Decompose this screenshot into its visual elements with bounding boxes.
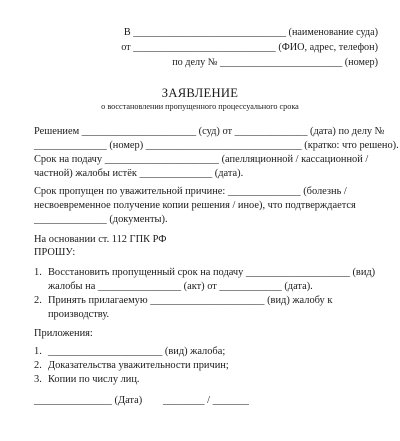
attachments-heading: Приложения: xyxy=(34,328,93,339)
term-line-2: частной) жалобы истёк ______________ (дата). xyxy=(34,168,244,179)
attachment-number: 3. xyxy=(34,374,42,385)
decision-line-1: Решением ______________________ (суд) от ______________ (дата) по делу № xyxy=(34,126,385,137)
basis-line: На основании ст. 112 ГПК РФ xyxy=(34,234,167,245)
request-item xyxy=(34,266,375,279)
attachment-number: 1. xyxy=(34,346,42,357)
request-continuation: производству. xyxy=(48,309,110,320)
attachment-item xyxy=(34,345,225,358)
request-text: Принять прилагаемую ______________________ (вид) жалобу к xyxy=(48,295,333,306)
request-number: 2. xyxy=(34,295,42,306)
reason-line-1: Срок пропущен по уважительной причине: ______________ (болезнь / xyxy=(34,186,347,197)
attachment-item xyxy=(34,373,140,386)
attachment-item xyxy=(34,359,229,372)
header-case-line: по делу № ________________________ (номер) xyxy=(172,57,378,68)
request-text: Восстановить пропущенный срок на подачу ____________________ (вид) xyxy=(48,267,376,278)
document-subtitle: о восстановлении пропущенного процессуального срока xyxy=(101,102,299,111)
signature-line: _______________ (Дата) ________ / _______ xyxy=(34,395,249,406)
header-from-line: от ____________________________ (ФИО, адрес, телефон) xyxy=(121,42,378,53)
reason-line-3: ______________ (документы). xyxy=(34,214,168,225)
request-item xyxy=(34,294,332,307)
reason-line-2: несвоевременное получение копии решения / иное), что подтверждается xyxy=(34,200,356,211)
header-court-line: В ______________________________ (наименование суда) xyxy=(123,27,378,38)
attachment-text: Копии по числу лиц. xyxy=(48,374,140,385)
request-continuation: жалобы на ________________ (акт) от ____________ (дата). xyxy=(48,281,313,292)
document-title: ЗАЯВЛЕНИЕ xyxy=(161,86,239,100)
decision-line-2: ______________ (номер) ______________________________ (кратко: что решено). xyxy=(34,140,399,151)
attachment-number: 2. xyxy=(34,360,42,371)
attachment-text: Доказательства уважительности причин; xyxy=(48,360,229,371)
attachment-text: ______________________ (вид) жалоба; xyxy=(48,346,226,357)
ask-line: ПРОШУ: xyxy=(34,247,76,258)
request-number: 1. xyxy=(34,267,42,278)
term-line-1: Срок на подачу ______________________ (апелляционной / кассационной / xyxy=(34,154,369,165)
